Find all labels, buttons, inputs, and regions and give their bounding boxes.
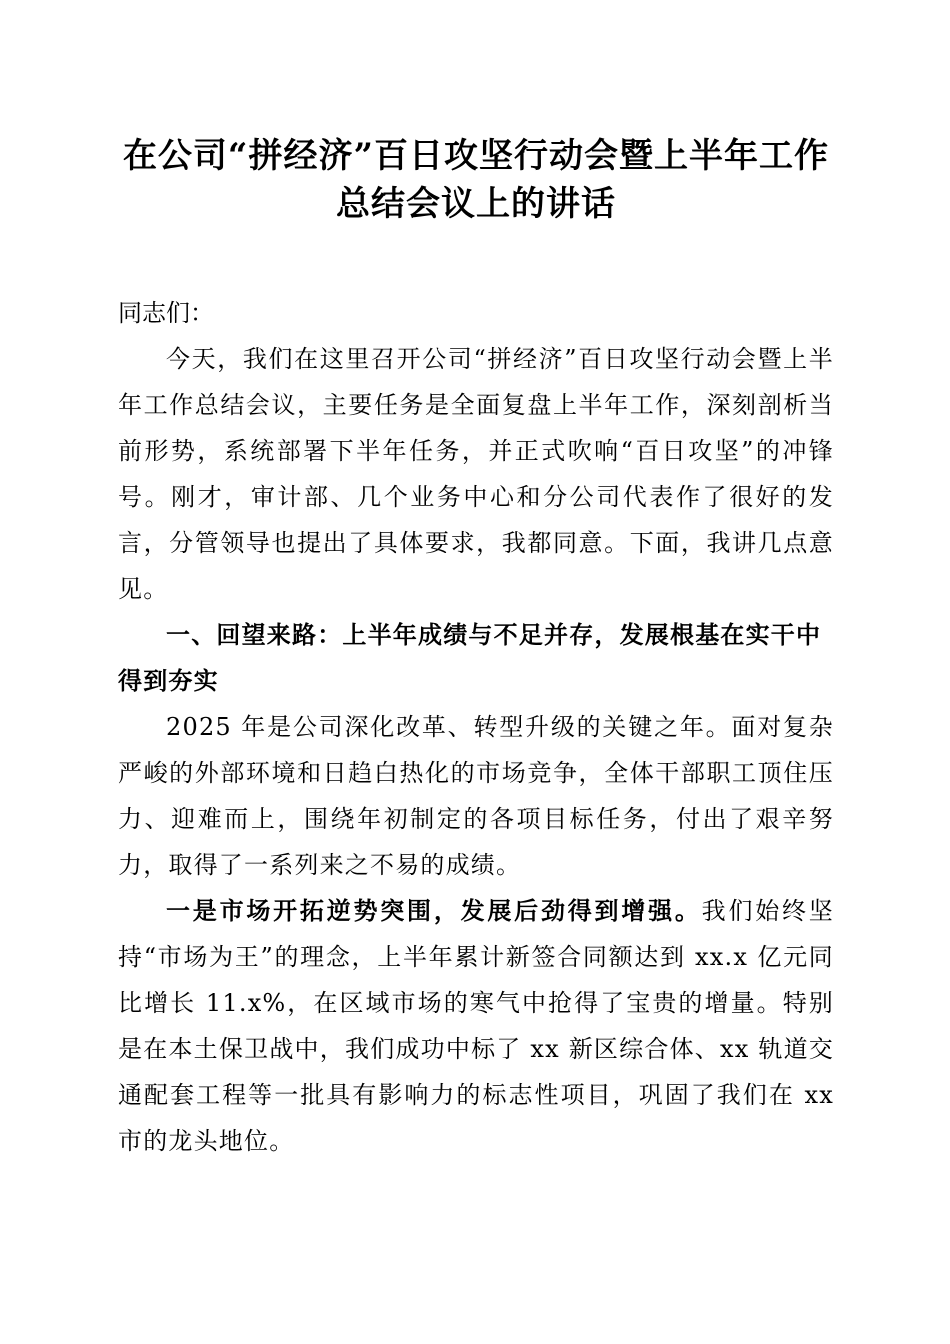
intro-paragraph: 今天，我们在这里召开公司“拼经济”百日攻坚行动会暨上半年工作总结会议，主要任务是全面复盘上半年工作，深刻剖析当前形势，系统部署下半年任务，并正式吹响“百日攻坚”的冲锋号。刚才，审计部、几个业务中心和分公司代表作了很好的发言，分管领导也提出了具体要求，我都同意。下面，我讲几点意见。 <box>118 345 834 603</box>
point-one-paragraph <box>118 888 834 1164</box>
document-title: 在公司“拼经济”百日攻坚行动会暨上半年工作总结会议上的讲话 <box>122 136 830 224</box>
section-one-heading: 一、回望来路：上半年成绩与不足并存，发展根基在实干中得到夯实 <box>118 621 822 695</box>
document-page <box>118 132 834 1164</box>
section-one-paragraph: 2025 年是公司深化改革、转型升级的关键之年。面对复杂严峻的外部环境和日趋白热化的市场竞争，全体干部职工顶住压力、迎难而上，围绕年初制定的各项目标任务，付出了艰辛努力，取得了一系列来之不易的成绩。 <box>118 713 834 879</box>
point-one-lead: 一是市场开拓逆势突围，发展后劲得到增强。 <box>166 896 702 925</box>
point-one-body: 我们始终坚持“市场为王”的理念，上半年累计新签合同额达到 xx.x 亿元同比增长 11.x%，在区域市场的寒气中抢得了宝贵的增量。特别是在本土保卫战中，我们成功中标了 xx 新区综合体、xx 轨道交通配套工程等一批具有影响力的标志性项目，巩固了我们在 xx 市的龙头地位。 <box>118 897 835 1155</box>
salutation: 同志们： <box>118 299 214 327</box>
